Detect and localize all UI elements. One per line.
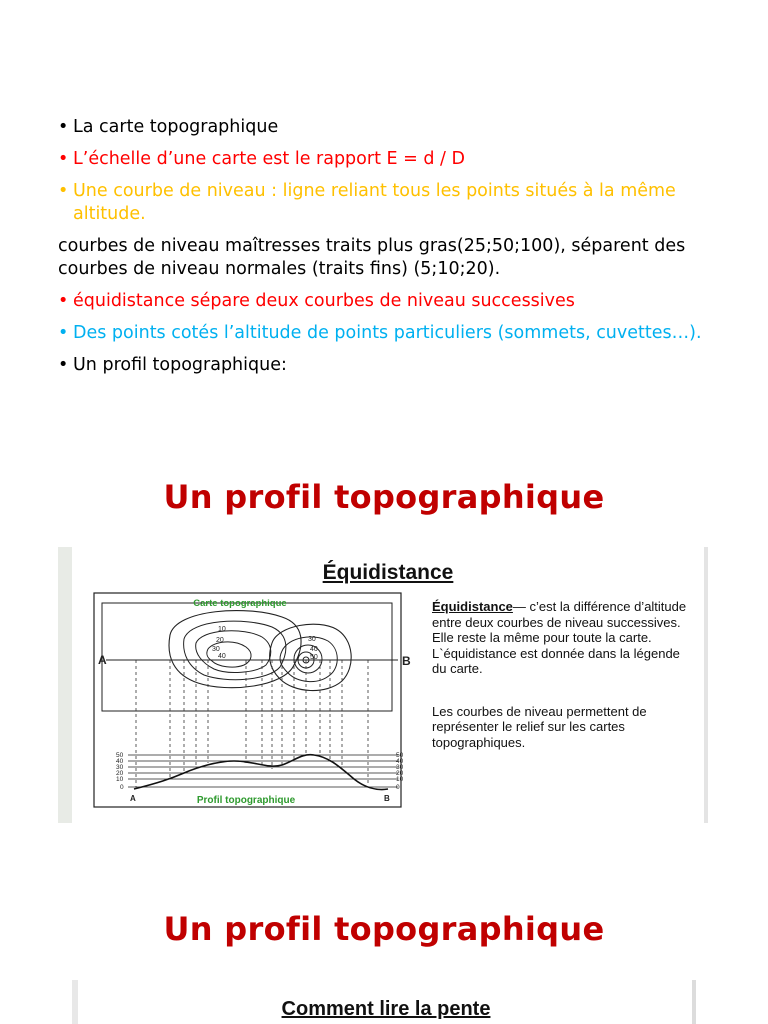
axis-tick: 50 xyxy=(396,752,404,759)
section-title: Un profil topographique xyxy=(163,478,605,516)
bullet-item: • L’échelle d’une carte est le rapport E = d / D xyxy=(58,148,728,171)
profile-b-label: B xyxy=(384,794,390,803)
contour-value: 20 xyxy=(216,637,224,644)
equidistance-figure xyxy=(58,547,708,823)
slope-figure xyxy=(72,980,696,1024)
axis-tick: 40 xyxy=(396,758,404,765)
equidistance-definition: — c’est la différence d’altitude entre deux courbes de niveau successives. Elle reste la même pour toute la carte. L`équidistance est donnée dans la légende du carte. xyxy=(432,599,687,676)
axis-ticks-right xyxy=(396,752,404,791)
profile-label: Profil topographique xyxy=(196,795,296,806)
figure-heading: Comment lire la pente xyxy=(281,998,491,1020)
axis-tick: 0 xyxy=(120,784,124,791)
bullet-list xyxy=(58,116,728,386)
equidistance-term: Équidistance xyxy=(432,599,513,614)
axis-tick: 50 xyxy=(116,752,124,759)
axis-ticks-left xyxy=(116,752,124,791)
axis-tick: 10 xyxy=(116,776,124,783)
section-title: Un profil topographique xyxy=(163,910,605,948)
figure-explanation xyxy=(432,599,694,750)
map-label: Carte topographique xyxy=(193,598,287,609)
contour-value: 50 xyxy=(310,654,318,661)
bullet-item: • Des points cotés l’altitude de points particuliers (sommets, cuvettes…). xyxy=(58,322,728,345)
axis-tick: 20 xyxy=(116,770,124,777)
contour-value: 30 xyxy=(308,636,316,643)
profile-a-label: A xyxy=(130,794,136,803)
bullet-item: • Une courbe de niveau : ligne reliant tous les points situés à la même altitude. xyxy=(58,180,728,226)
contour-explanation: Les courbes de niveau permettent de représenter le relief sur les cartes topographiques. xyxy=(432,703,647,750)
contour-line xyxy=(169,611,301,688)
axis-tick: 10 xyxy=(396,776,404,783)
axis-tick: 20 xyxy=(396,770,404,777)
figure-heading: Équidistance xyxy=(322,561,454,584)
bullet-item: • Un profil topographique: xyxy=(58,354,728,377)
map-frame xyxy=(102,603,392,711)
point-a-label: A xyxy=(98,653,107,667)
axis-tick: 30 xyxy=(116,764,124,771)
bullet-item: • La carte topographique xyxy=(58,116,728,139)
paragraph: courbes de niveau maîtresses traits plus gras(25;50;100), séparent des courbes de niveau normales (traits fins) (5;10;20). xyxy=(58,236,686,279)
axis-tick: 0 xyxy=(396,784,400,791)
bullet-item: • équidistance sépare deux courbes de niveau successives xyxy=(58,290,728,313)
axis-tick: 30 xyxy=(396,764,404,771)
axis-tick: 40 xyxy=(116,758,124,765)
figure-edge xyxy=(72,980,78,1024)
profile-curve xyxy=(134,755,388,790)
contour-value: 40 xyxy=(310,646,318,653)
point-b-label: B xyxy=(402,654,411,668)
contour-value: 40 xyxy=(218,653,226,660)
contour-value: 10 xyxy=(218,626,226,633)
contour-value: 30 xyxy=(212,646,220,653)
figure-edge xyxy=(692,980,696,1024)
diagram-frame xyxy=(94,593,401,807)
